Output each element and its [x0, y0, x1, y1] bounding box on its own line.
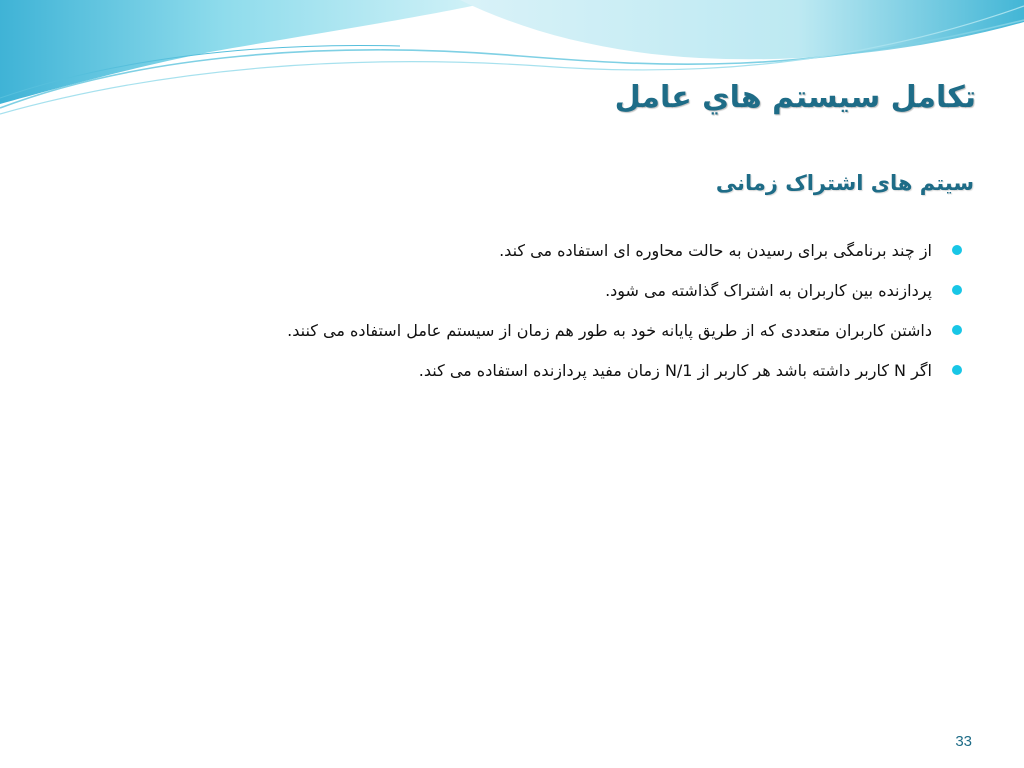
- bullet-list: [102, 236, 962, 396]
- bullet-text: پردازنده بین کاربران به اشتراک گذاشته می شود.: [605, 281, 932, 300]
- bullet-icon: [952, 365, 962, 375]
- slide-title: تكامل سيستم هاي عامل: [614, 80, 976, 115]
- bullet-text: داشتن کاربران متعددی که از طریق پایانه خود به طور هم زمان از سیستم عامل استفاده می کنند.: [287, 321, 932, 340]
- bullet-item: [102, 236, 962, 276]
- bullet-text: از چند برنامگی برای رسیدن به حالت محاوره ای استفاده می کند.: [499, 241, 932, 260]
- slide-subtitle: سیتم های اشتراک زمانی: [715, 171, 974, 195]
- bullet-icon: [952, 245, 962, 255]
- bullet-icon: [952, 285, 962, 295]
- bullet-text: اگر N کاربر داشته باشد هر کاربر از 1/N زمان مفید پردازنده استفاده می کند.: [418, 361, 932, 380]
- page-number: 33: [955, 733, 972, 750]
- bullet-item: [102, 276, 962, 316]
- bullet-icon: [952, 325, 962, 335]
- bullet-item: [102, 316, 962, 356]
- bullet-item: [102, 356, 962, 396]
